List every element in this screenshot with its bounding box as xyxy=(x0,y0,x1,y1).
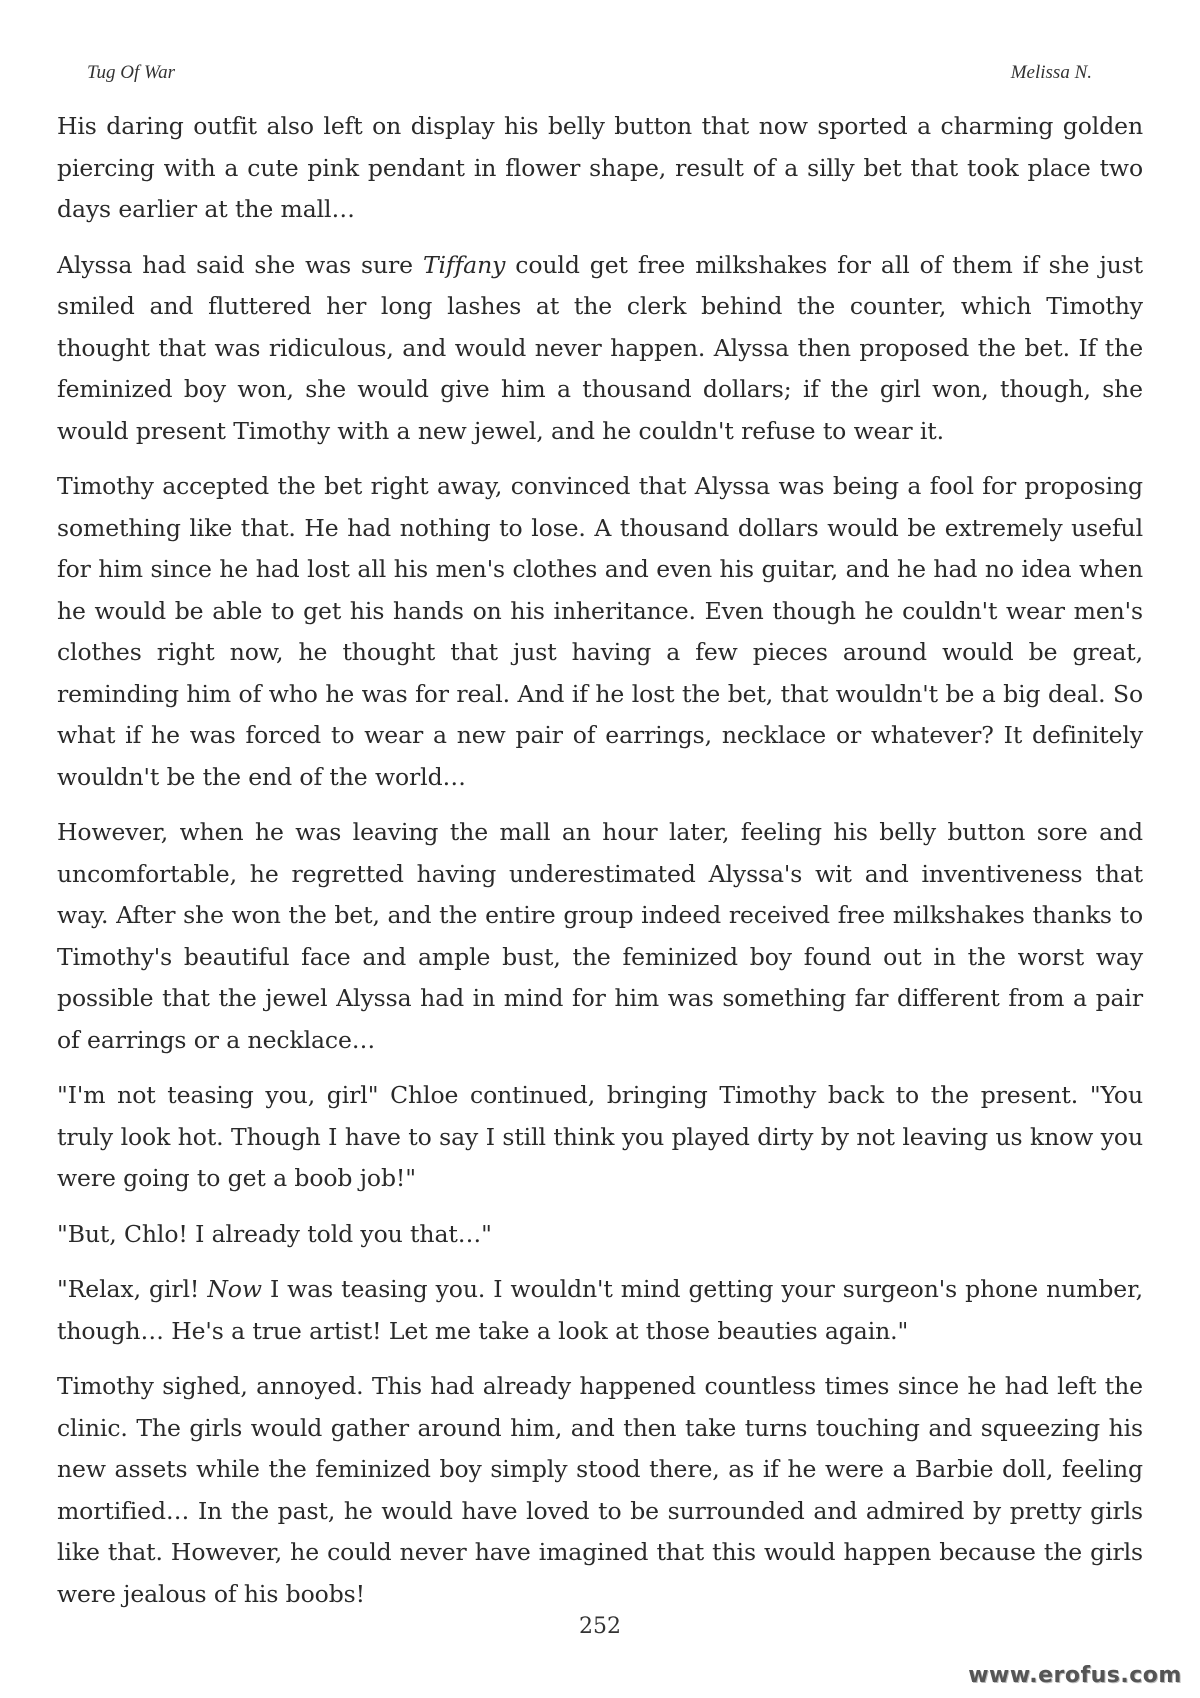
author-name: Melissa N. xyxy=(1010,62,1092,83)
page-body xyxy=(57,106,1143,1615)
paragraph: "I'm not teasing you, girl" Chloe continued, bringing Timothy back to the present. "You truly look hot. Though I have to say I still think you played dirty by not leaving us know you were going to get a boob job!" xyxy=(57,1081,1143,1192)
site-watermark xyxy=(964,1660,1186,1690)
watermark-text: www.erofus.com xyxy=(968,1662,1182,1688)
paragraph: "But, Chlo! I already told you that…" xyxy=(57,1219,492,1248)
page-number: 252 xyxy=(579,1614,621,1639)
paragraph: Timothy sighed, annoyed. This had already happened countless times since he had left the clinic. The girls would gather around him, and then take turns touching and squeezing his new assets while the feminized boy simply stood there, as if he were a Barbie doll, feeling mortified… In the past, he would have loved to be surrounded and admired by pretty girls like that. However, he could never have imagined that this would happen because the girls were jealous of his boobs! xyxy=(57,1372,1143,1608)
italic-emphasis: Tiffany xyxy=(422,250,506,279)
paragraph: Alyssa had said she was sure Tiffany could get free milkshakes for all of them if she just smiled and fluttered her long lashes at the clerk behind the counter, which Timothy thought that was ridiculous, and would never happen. Alyssa then proposed the bet. If the feminized boy won, she would give him a thousand dollars; if the girl won, though, she would present Timothy with a new jewel, and he couldn't refuse to wear it. xyxy=(57,250,1143,445)
page-header xyxy=(87,62,1092,90)
book-title: Tug Of War xyxy=(87,62,175,83)
paragraph: His daring outfit also left on display his belly button that now sported a charming golden piercing with a cute pink pendant in flower shape, result of a silly bet that took place two days earlier at the mall… xyxy=(57,112,1143,223)
paragraph: "Relax, girl! Now I was teasing you. I wouldn't mind getting your surgeon's phone number, though… He's a true artist! Let me take a look at those beauties again." xyxy=(57,1275,1144,1345)
paragraph: However, when he was leaving the mall an hour later, feeling his belly button sore and uncomfortable, he regretted having underestimated Alyssa's wit and inventiveness that way. After she won the bet, and the entire group indeed received free milkshakes thanks to Timothy's beautiful face and ample bust, the feminized boy found out in the worst way possible that the jewel Alyssa had in mind for him was something far different from a pair of earrings or a necklace… xyxy=(57,818,1143,1054)
paragraph: Timothy accepted the bet right away, convinced that Alyssa was being a fool for proposing something like that. He had nothing to lose. A thousand dollars would be extremely useful for him since he had lost all his men's clothes and even his guitar, and he had no idea when he would be able to get his hands on his inheritance. Even though he couldn't wear men's clothes right now, he thought that just having a few pieces around would be great, reminding him of who he was for real. And if he lost the bet, that wouldn't be a big deal. So what if he was forced to wear a new pair of earrings, necklace or whatever? It definitely wouldn't be the end of the world… xyxy=(57,472,1143,791)
italic-emphasis: Now xyxy=(207,1275,262,1303)
